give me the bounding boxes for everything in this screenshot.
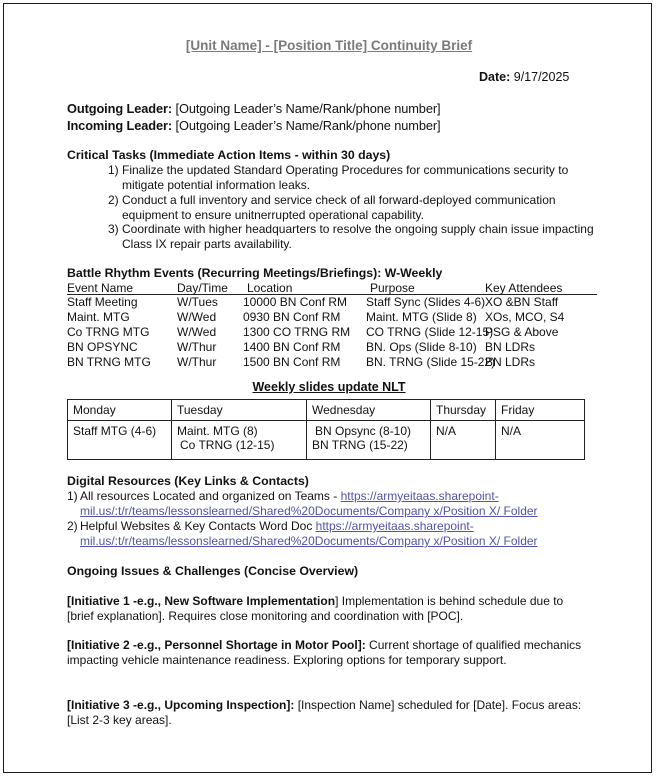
- issue-title: [Initiative 3 -e.g., Upcoming Inspection]:: [67, 698, 295, 712]
- critical-tasks-heading: Critical Tasks (Immediate Action Items - within 30 days): [67, 148, 391, 162]
- issue-item: [67, 698, 587, 728]
- column-header-location: Location: [247, 281, 293, 295]
- resource-text: All resources Located and organized on Teams -: [80, 489, 341, 503]
- event-name: Co TRNG MTG: [67, 325, 150, 339]
- key-attendees: BN LDRs: [485, 355, 536, 369]
- key-contacts-doc-link[interactable]: https://armyeitaas.sharepoint-mil.us/:t/r/teams/lessonslearned/Shared%20Documents/Company x/Position X/ Folder: [80, 519, 538, 548]
- slide-entry: Maint. MTG (8): [177, 424, 258, 438]
- issue-title: [Initiative 2 -e.g., Personnel Shortage in Motor Pool]:: [67, 638, 366, 652]
- key-attendees: BN LDRs: [485, 340, 536, 354]
- battle-rhythm-heading: Battle Rhythm Events (Recurring Meetings/Briefings): W-Weekly: [67, 266, 443, 280]
- key-attendees: PSG & Above: [485, 325, 559, 339]
- resource-item: [67, 519, 607, 549]
- weekly-table-body-row: [68, 421, 585, 460]
- issue-text: [Inspection Name] scheduled for [Date]. Focus areas:[List 2-3 key areas].: [67, 698, 582, 727]
- location: 1500 BN Conf RM: [243, 355, 341, 369]
- friday-cell: [496, 421, 585, 460]
- issue-text: Current shortage of qualified mechanics impacting vehicle maintenance readiness. Exploring options for temporary support.: [67, 638, 582, 667]
- day-header-wednesday: Wednesday: [307, 400, 431, 421]
- task-text: Conduct a full inventory and service check of all forward-deployed communication equipment to ensure unitnerrupted operational capability.: [122, 193, 556, 222]
- location: 10000 BN Conf RM: [243, 295, 348, 309]
- slide-entry: N/A: [436, 424, 457, 438]
- event-name: BN OPSYNC: [67, 340, 138, 354]
- resource-text: Helpful Websites & Key Contacts Word Doc: [80, 519, 316, 533]
- date-value: 9/17/2025: [513, 70, 570, 84]
- critical-task-item: [108, 163, 608, 193]
- issue-title: [Initiative 1 -e.g., New Software Implementation: [67, 594, 336, 608]
- event-name: BN TRNG MTG: [67, 355, 151, 369]
- column-header-event-name: Event Name: [67, 281, 134, 295]
- outgoing-leader-label: Outgoing Leader:: [67, 101, 173, 116]
- resource-number: 2): [67, 519, 78, 533]
- event-name: Maint. MTG: [67, 310, 130, 324]
- purpose: BN. TRNG (Slide 15-22): [366, 355, 496, 369]
- incoming-leader-label: Incoming Leader:: [67, 118, 173, 133]
- task-number: 3): [108, 222, 119, 236]
- table-row: [67, 325, 597, 340]
- day-time: W/Tues: [177, 295, 218, 309]
- day-time: W/Wed: [177, 325, 217, 339]
- key-attendees: XOs, MCO, S4: [485, 310, 565, 324]
- column-header-key-attendees: Key Attendees: [485, 281, 563, 295]
- day-time: W/Thur: [177, 355, 217, 369]
- task-number: 1): [108, 163, 119, 177]
- purpose: Maint. MTG (Slide 8): [366, 310, 477, 324]
- issue-text: Implementation is behind schedule due to [brief explanation]. Requires close monitoring and coordination with [POC].: [67, 594, 564, 623]
- wednesday-cell: [307, 421, 431, 460]
- outgoing-leader-value: [Outgoing Leader’s Name/Rank/phone number]: [175, 101, 441, 116]
- slide-entry: N/A: [501, 424, 522, 438]
- location: 1300 CO TRNG RM: [243, 325, 351, 339]
- resource-text-wrapper: [67, 489, 607, 519]
- task-number: 2): [108, 193, 119, 207]
- document-title: [Unit Name] - [Position Title] Continuity Brief: [185, 38, 473, 53]
- key-attendees: XO &BN Staff: [485, 295, 559, 309]
- location: 0930 BN Conf RM: [243, 310, 341, 324]
- slide-entry: BN Opsync (8-10): [315, 424, 412, 438]
- critical-task-item: [108, 222, 608, 252]
- event-name: Staff Meeting: [67, 295, 138, 309]
- purpose: CO TRNG (Slide 12-15): [366, 325, 494, 339]
- slide-entry: Co TRNG (12-15): [180, 438, 275, 452]
- day-header-tuesday: Tuesday: [172, 400, 307, 421]
- date-line: [479, 70, 569, 84]
- incoming-leader-value: [Outgoing Leader’s Name/Rank/phone number]: [175, 118, 441, 133]
- issue-item: [67, 638, 587, 668]
- monday-cell: [68, 421, 172, 460]
- purpose: BN. Ops (Slide 8-10): [366, 340, 477, 354]
- tuesday-cell: [172, 421, 307, 460]
- teams-sharepoint-link[interactable]: https://armyeitaas.sharepoint-mil.us/:t/r/teams/lessonslearned/Shared%20Documents/Company x/Position X/ Folder: [80, 489, 538, 518]
- table-row: [67, 340, 597, 355]
- resource-text-wrapper: [67, 519, 607, 549]
- table-row: [67, 295, 597, 310]
- day-header-thursday: Thursday: [431, 400, 496, 421]
- slide-entry: BN TRNG (15-22): [312, 438, 408, 452]
- purpose: Staff Sync (Slides 4-6): [366, 295, 486, 309]
- task-text: Finalize the updated Standard Operating Procedures for communications security to mitigate potential information leaks.: [122, 163, 569, 192]
- incoming-leader: [67, 118, 440, 133]
- slide-entry: Staff MTG (4-6): [73, 424, 157, 438]
- issue-item: [67, 594, 587, 624]
- battle-rhythm-header-row: [67, 281, 597, 295]
- table-row: [67, 355, 597, 370]
- table-row: [67, 310, 597, 325]
- resource-item: [67, 489, 607, 519]
- day-time: W/Thur: [177, 340, 217, 354]
- task-text: Coordinate with higher headquarters to resolve the ongoing supply chain issue impacting Class IX repair parts availability.: [122, 222, 594, 251]
- column-header-purpose: Purpose: [370, 281, 415, 295]
- day-time: W/Wed: [177, 310, 217, 324]
- critical-task-item: [108, 193, 608, 223]
- weekly-slides-table: [67, 399, 585, 460]
- outgoing-leader: [67, 101, 440, 116]
- location: 1400 BN Conf RM: [243, 340, 341, 354]
- thursday-cell: [431, 421, 496, 460]
- digital-resources-heading: Digital Resources (Key Links & Contacts): [67, 474, 309, 488]
- ongoing-issues-heading: Ongoing Issues & Challenges (Concise Overview): [67, 564, 359, 578]
- day-header-monday: Monday: [68, 400, 172, 421]
- column-header-day-time: Day/Time: [177, 281, 228, 295]
- issue-title-suffix: ]: [335, 594, 339, 608]
- date-label: Date:: [479, 70, 511, 84]
- weekly-slides-heading: Weekly slides update NLT: [252, 380, 406, 394]
- day-header-friday: Friday: [496, 400, 585, 421]
- resource-number: 1): [67, 489, 78, 503]
- weekly-table-header-row: [68, 400, 585, 421]
